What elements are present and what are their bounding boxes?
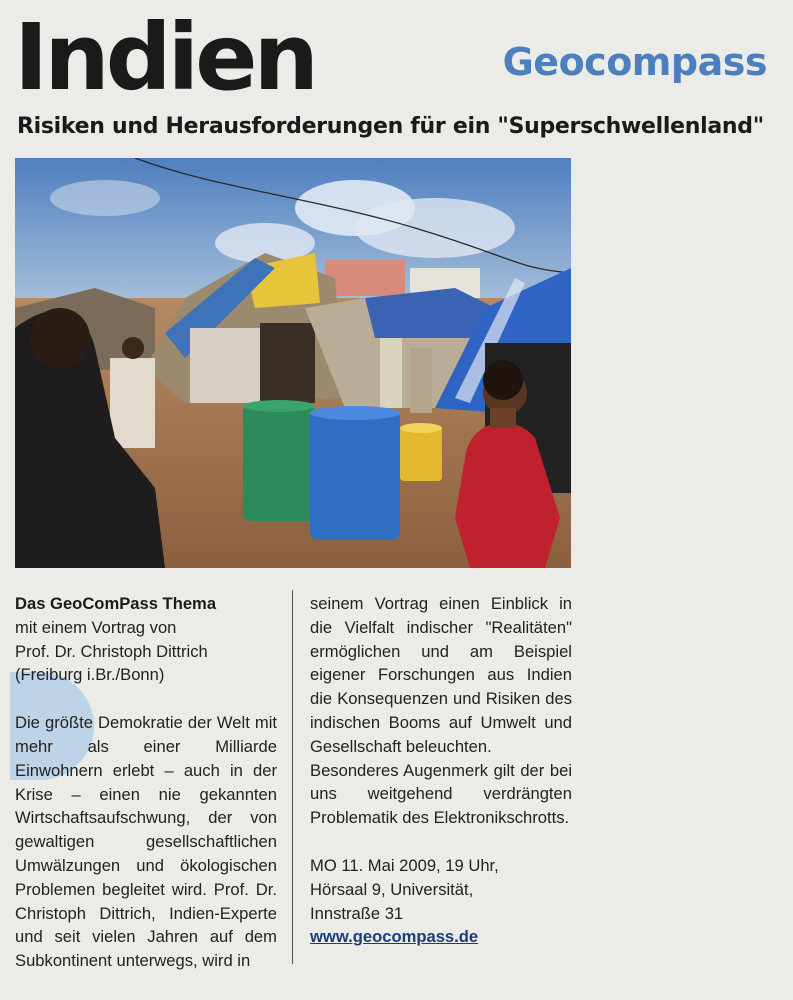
event-date: MO 11. Mai 2009, 19 Uhr,	[310, 855, 499, 875]
article-photo	[15, 158, 571, 568]
article-lead-title: Das GeoComPass Thema	[15, 594, 217, 613]
article-column-right	[310, 592, 572, 949]
page-subtitle: Risiken und Herausforderungen für ein "Superschwellenland"	[17, 114, 764, 139]
website-link[interactable]: www.geocompass.de	[310, 927, 479, 947]
article-body-1: Die größte Demokratie der Welt mit mehr als einer Milliarde Einwohnern erlebt – auch in der Krise – einen nie gekannten Wirtschaftsaufschwung, der von gewaltigen gesellschaftlichen Umwälzungen und ökologischen Problemen begleitet wird. Prof. Dr. Christoph Dittrich, Indien-Experte und seit vielen Jahren auf dem Subkontinent unterwegs, wird in	[15, 713, 277, 971]
article-body-2: seinem Vortrag einen Einblick in die Vielfalt indischer "Realitäten" ermöglichen und am Beispiel eigener Forschungen aus Indien die Konsequenzen und Risiken des indischen Booms auf Umwelt und Gesellschaft beleuchten.	[310, 594, 572, 756]
page-title: Indien	[14, 4, 316, 111]
event-room: Hörsaal 9, Universität,	[310, 879, 474, 899]
article-speaker: Prof. Dr. Christoph Dittrich	[15, 641, 208, 661]
article-affiliation: (Freiburg i.Br./Bonn)	[15, 665, 165, 685]
article-column-left	[15, 592, 277, 973]
event-street: Innstraße 31	[310, 903, 404, 923]
article-intro-line: mit einem Vortrag von	[15, 617, 177, 637]
brand-logo: Geocompass	[502, 40, 767, 84]
slum-tents-photo-icon	[15, 158, 571, 568]
column-divider	[292, 590, 293, 964]
article-body-3: Besonderes Augenmerk gilt der bei uns weitgehend verdrängten Problematik des Elektronikschrotts.	[310, 760, 572, 828]
